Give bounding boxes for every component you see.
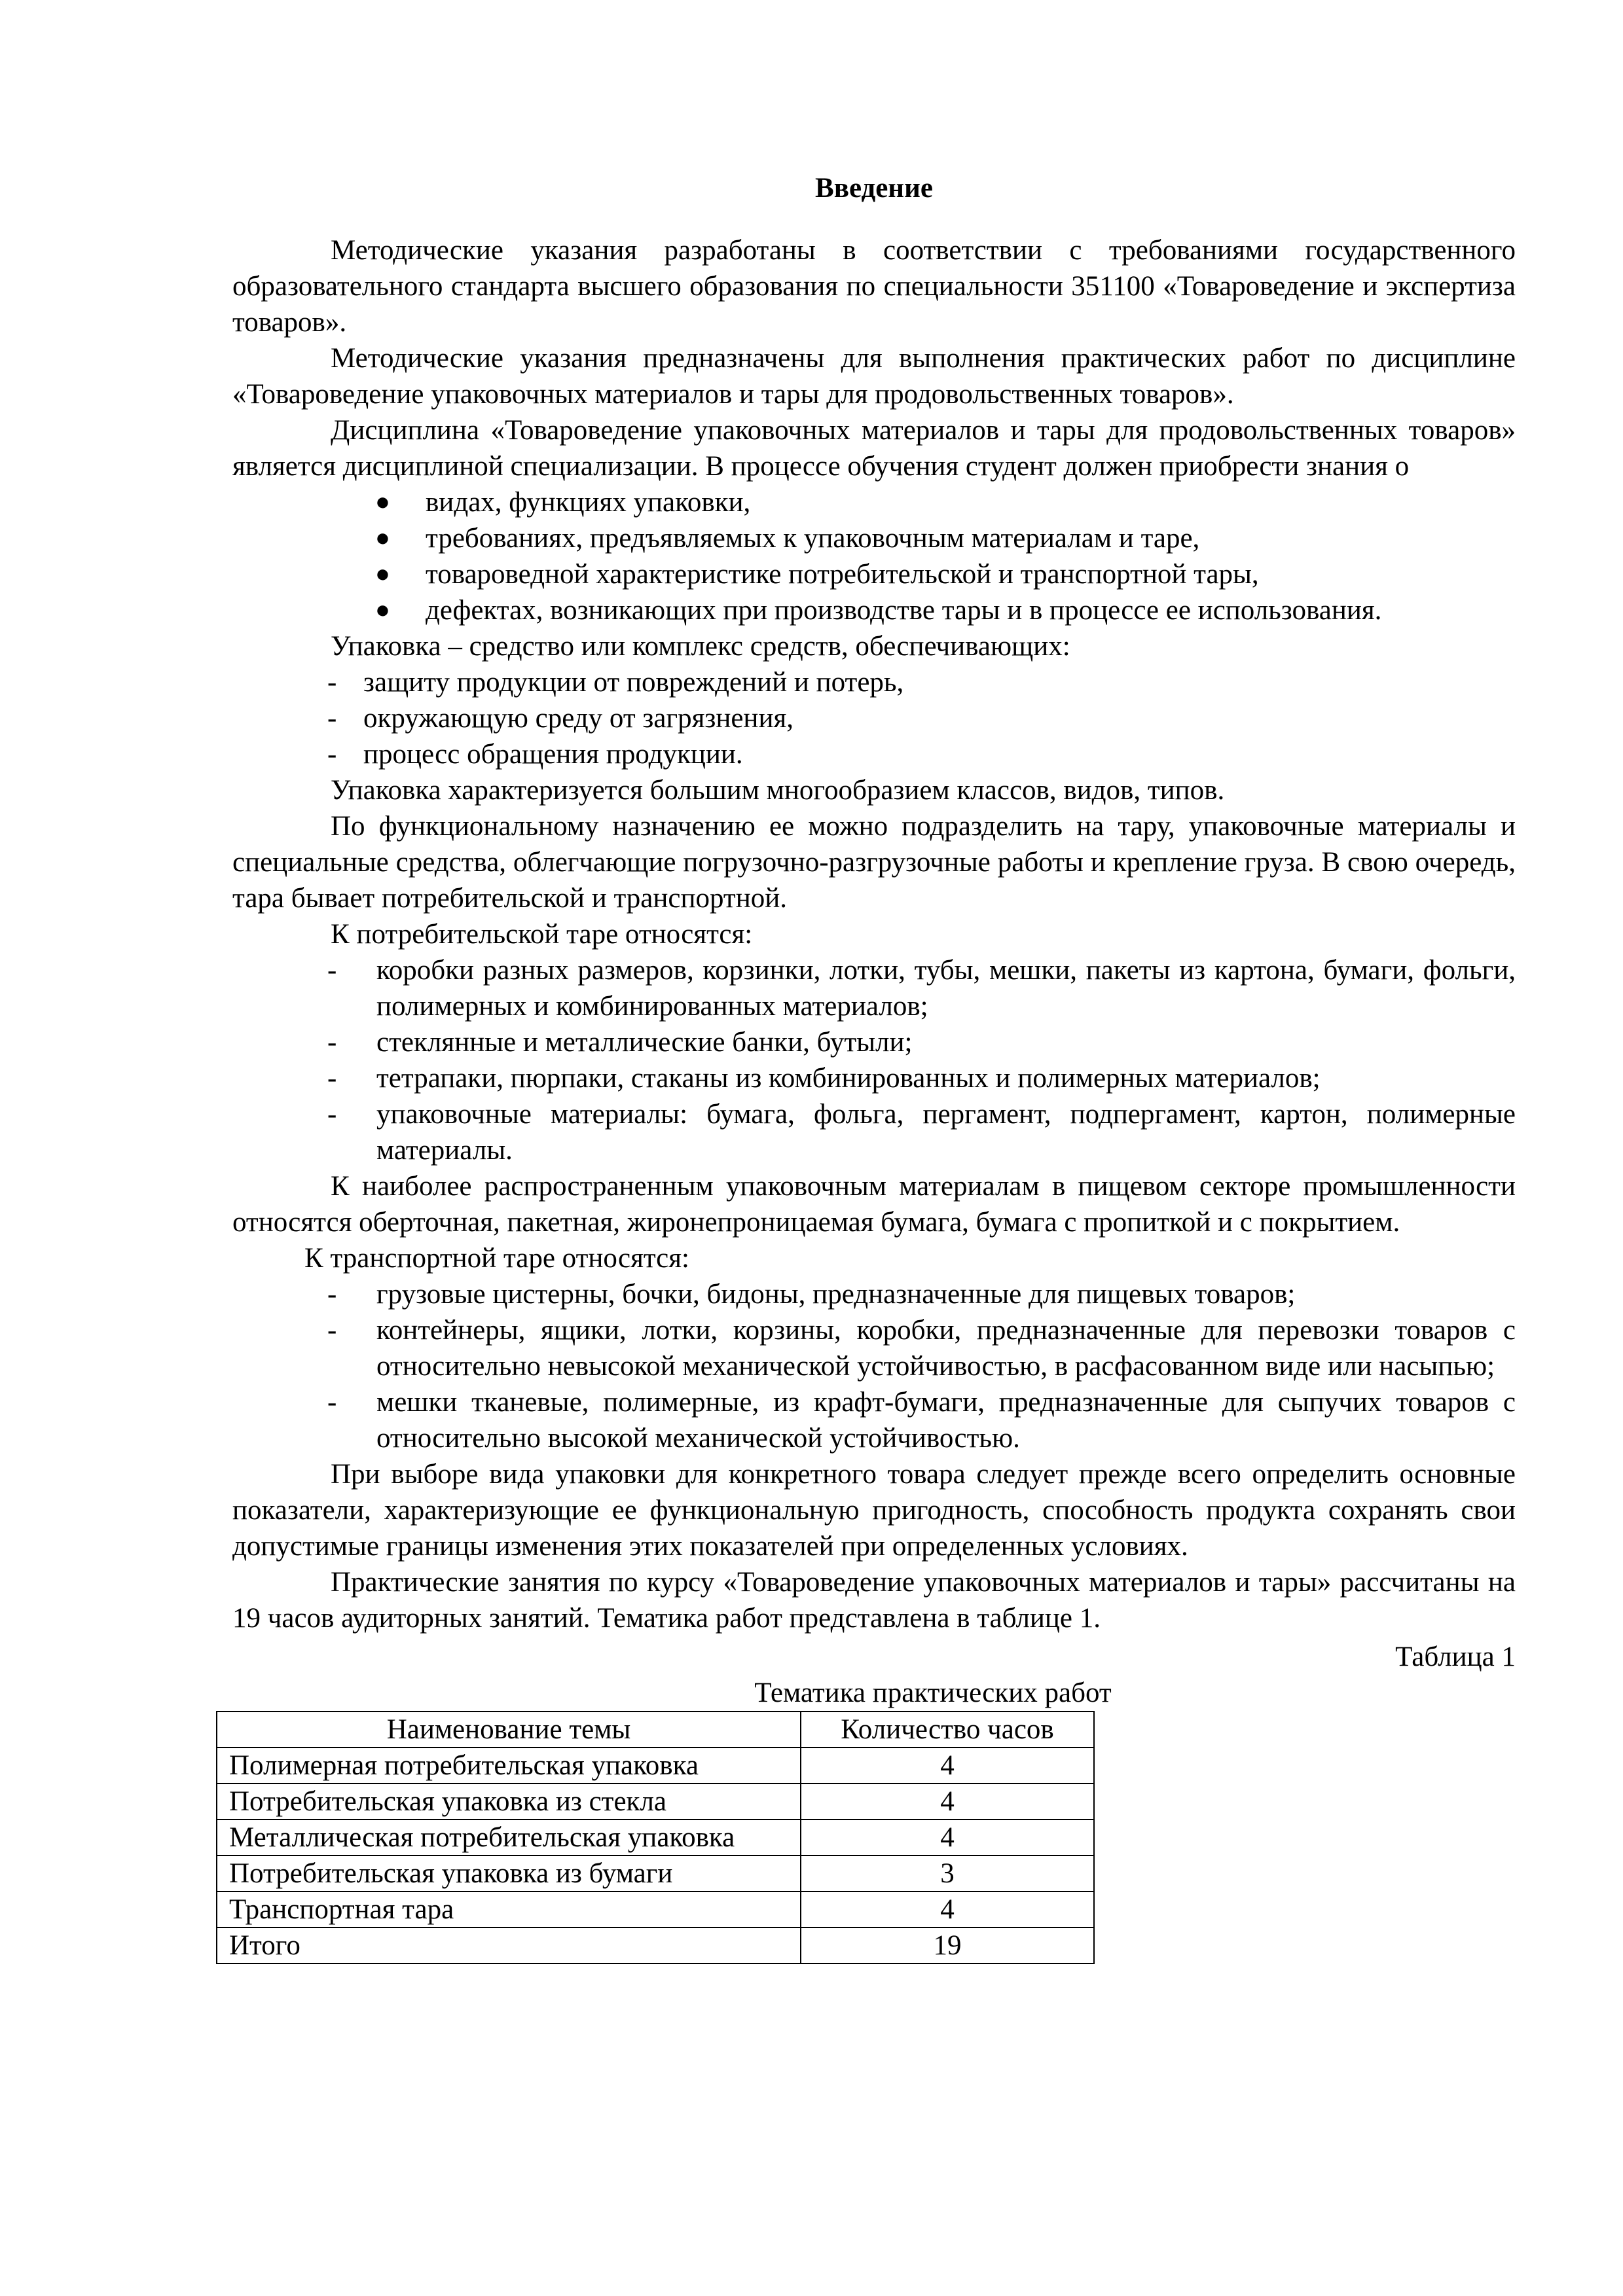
table-row: [217, 1820, 1094, 1856]
bullet-icon: ●: [375, 596, 390, 624]
paragraph-transport-heading: К транспортной таре относятся:: [304, 1243, 689, 1274]
paragraph-standard: Методические указания разработаны в соответствии с требованиями государственного образовательного стандарта высшего образования по специальности 351100 «Товароведение и экспертиза товаров».: [232, 235, 1516, 338]
page-title: Введение: [815, 173, 933, 204]
table-row: [217, 1856, 1094, 1892]
table-total-row: [217, 1928, 1094, 1964]
topic-cell: Металлическая потребительская упаковка: [217, 1820, 801, 1856]
topic-cell: Потребительская упаковка из стекла: [217, 1784, 801, 1820]
list-item: ● дефектах, возникающих при производстве тары и в процессе ее использования.: [232, 592, 1516, 628]
dash-mark: -: [327, 667, 337, 698]
list-item: - процесс обращения продукции.: [232, 736, 1516, 772]
hours-cell: 4: [801, 1784, 1094, 1820]
packaging-functions-list: [232, 664, 1516, 772]
hours-cell: 3: [801, 1856, 1094, 1892]
table-row: [217, 1892, 1094, 1928]
topic-cell: Потребительская упаковка из бумаги: [217, 1856, 801, 1892]
list-item: ● товароведной характеристике потребительской и транспортной тары,: [232, 556, 1516, 592]
list-item: - грузовые цистерны, бочки, бидоны, предназначенные для пищевых товаров;: [232, 1276, 1516, 1312]
dash-mark: -: [327, 955, 337, 986]
total-hours-cell: 19: [801, 1928, 1094, 1964]
dash-mark: -: [327, 1387, 337, 1418]
dash-mark: -: [327, 1279, 337, 1310]
transport-packaging-list: [232, 1276, 1516, 1456]
list-item: - контейнеры, ящики, лотки, корзины, коробки, предназначенные для перевозки товаров с относительно невысокой механической устойчивостью, в расфасованном виде или насыпью;: [232, 1312, 1516, 1384]
list-item: - окружающую среду от загрязнения,: [232, 700, 1516, 736]
column-header-hours: Количество часов: [801, 1712, 1094, 1748]
knowledge-list: [232, 484, 1516, 628]
dash-mark: -: [327, 703, 337, 734]
paragraph-variety: Упаковка характеризуется большим многообразием классов, видов, типов.: [331, 775, 1225, 806]
table-row: [217, 1784, 1094, 1820]
dash-mark: -: [327, 1027, 337, 1058]
bullet-icon: ●: [375, 524, 390, 552]
paragraph-functional: По функциональному назначению ее можно подразделить на тару, упаковочные материалы и специальные средства, облегчающие погрузочно-разгрузочные работы и крепление груза. В свою очередь, тара бывает потребительской и транспортной.: [232, 811, 1516, 914]
list-item: - упаковочные материалы: бумага, фольга, пергамент, подпергамент, картон, полимерные материалы.: [232, 1096, 1516, 1168]
table-row: [217, 1748, 1094, 1784]
topics-table: [216, 1711, 1095, 1964]
table-label: Таблица 1: [1395, 1641, 1516, 1672]
dash-mark: -: [327, 1063, 337, 1094]
list-item: - защиту продукции от повреждений и потерь,: [232, 664, 1516, 700]
table-header-row: [217, 1712, 1094, 1748]
total-label-cell: Итого: [217, 1928, 801, 1964]
list-item: ● требованиях, предъявляемых к упаковочным материалам и таре,: [232, 520, 1516, 556]
list-item: - стеклянные и металлические банки, бутыли;: [232, 1024, 1516, 1060]
hours-cell: 4: [801, 1748, 1094, 1784]
paragraph-packaging-definition: Упаковка – средство или комплекс средств, обеспечивающих:: [331, 631, 1070, 662]
hours-cell: 4: [801, 1820, 1094, 1856]
paragraph-discipline: Дисциплина «Товароведение упаковочных материалов и тары для продовольственных товаров» является дисциплиной специализации. В процессе обучения студент должен приобрести знания о: [232, 415, 1516, 482]
paragraph-purpose: Методические указания предназначены для выполнения практических работ по дисциплине «Товароведение упаковочных материалов и тары для продовольственных товаров».: [232, 343, 1516, 410]
list-item: - тетрапаки, пюрпаки, стаканы из комбинированных и полимерных материалов;: [232, 1060, 1516, 1096]
bullet-icon: ●: [375, 560, 390, 588]
list-item: - мешки тканевые, полимерные, из крафт-бумаги, предназначенные для сыпучих товаров с относительно высокой механической устойчивостью.: [232, 1384, 1516, 1456]
topic-cell: Полимерная потребительская упаковка: [217, 1748, 801, 1784]
document-page: [229, 170, 1516, 1964]
list-item: ● видах, функциях упаковки,: [232, 484, 1516, 520]
bullet-icon: ●: [375, 488, 390, 516]
paragraph-selection: При выборе вида упаковки для конкретного товара следует прежде всего определить основные показатели, характеризующие ее функциональную пригодность, способность продукта сохранять свои допустимые границы изменения этих показателей при определенных условиях.: [232, 1459, 1516, 1562]
dash-mark: -: [327, 1315, 337, 1346]
table-caption: Тематика практических работ: [754, 1677, 1112, 1708]
dash-mark: -: [327, 739, 337, 770]
paragraph-hours: Практические занятия по курсу «Товароведение упаковочных материалов и тары» рассчитаны на 19 часов аудиторных занятий. Тематика работ представлена в таблице 1.: [232, 1567, 1516, 1634]
topic-cell: Транспортная тара: [217, 1892, 801, 1928]
paragraph-materials: К наиболее распространенным упаковочным материалам в пищевом секторе промышленности относятся оберточная, пакетная, жиронепроницаемая бумага, бумага с пропиткой и с покрытием.: [232, 1171, 1516, 1238]
hours-cell: 4: [801, 1892, 1094, 1928]
list-item: - коробки разных размеров, корзинки, лотки, тубы, мешки, пакеты из картона, бумаги, фольги, полимерных и комбинированных материалов;: [232, 952, 1516, 1024]
dash-mark: -: [327, 1099, 337, 1130]
consumer-packaging-list: [232, 952, 1516, 1168]
paragraph-consumer-heading: К потребительской таре относятся:: [331, 919, 753, 950]
column-header-topic: Наименование темы: [217, 1712, 801, 1748]
